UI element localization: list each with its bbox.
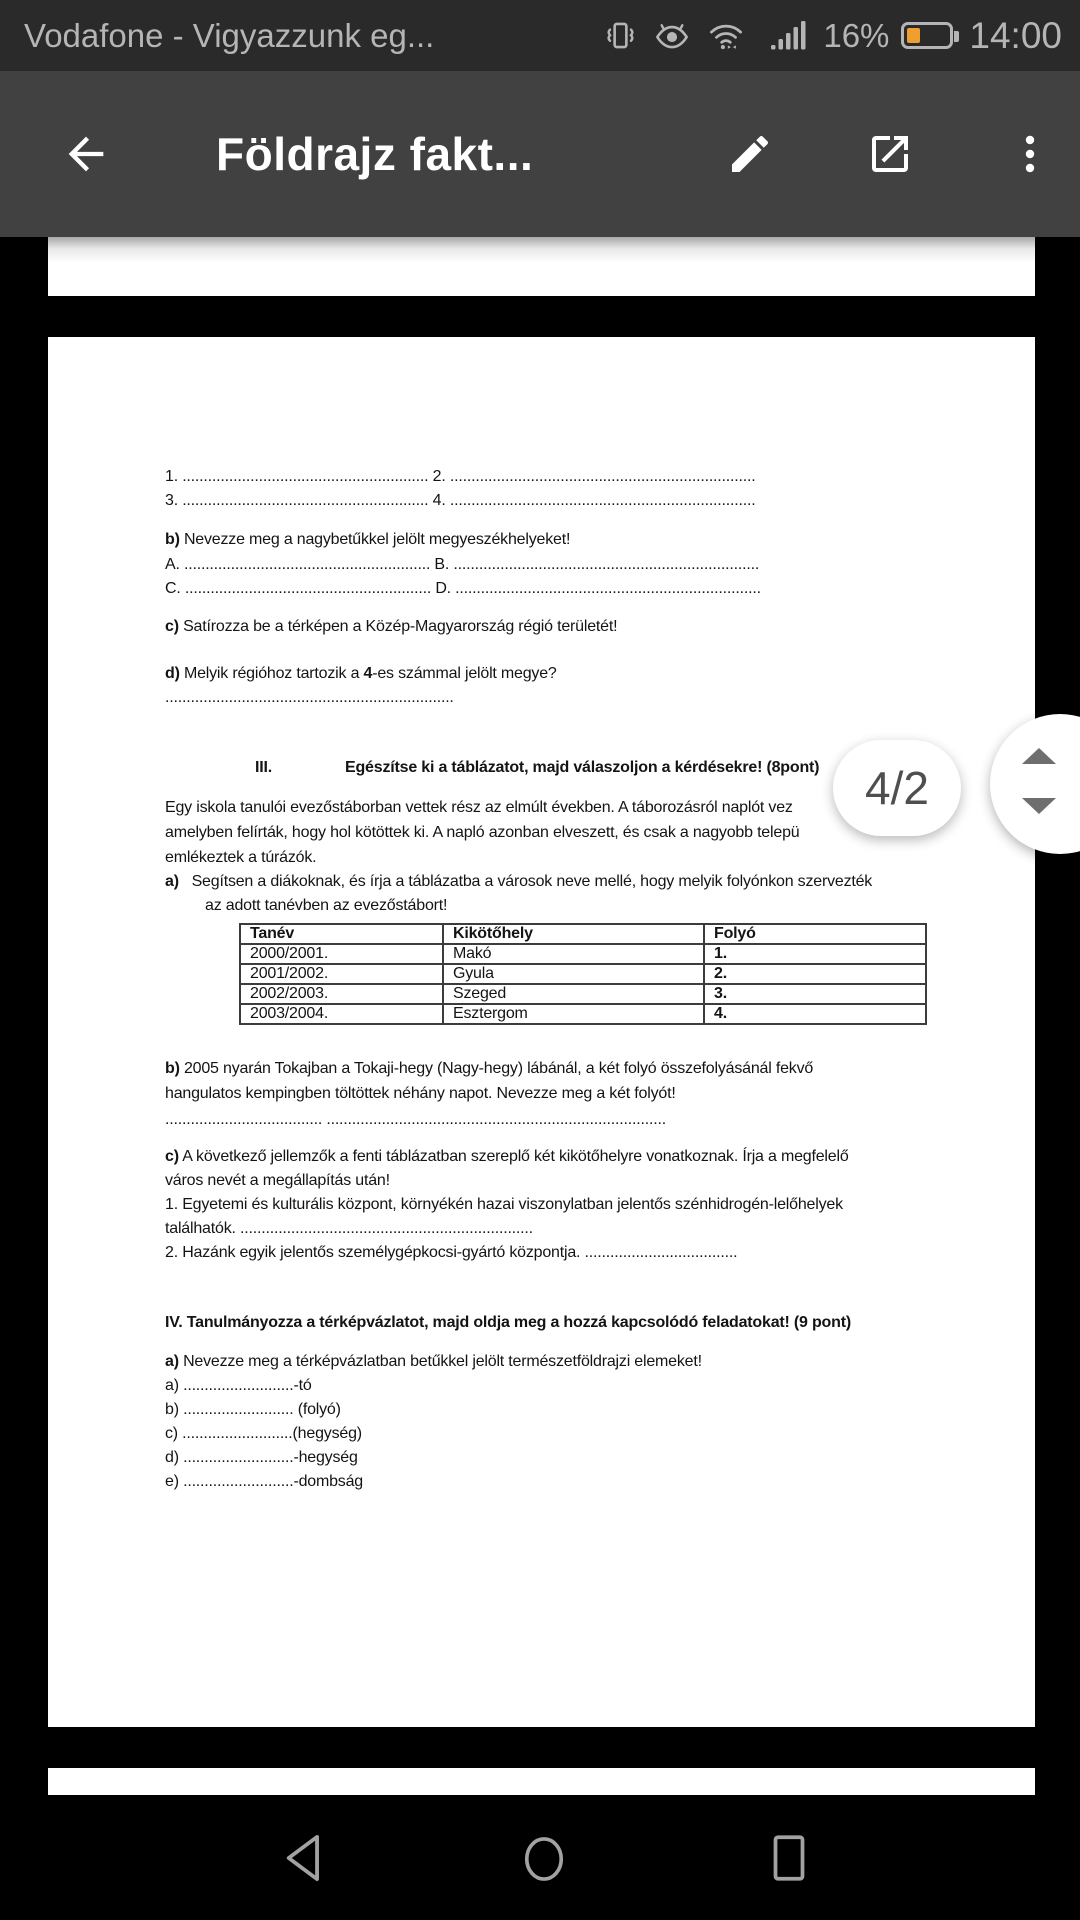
edit-pencil-icon[interactable] xyxy=(726,130,774,178)
table-cell: 2001/2002. xyxy=(240,964,443,984)
table-cell: Esztergom xyxy=(443,1004,704,1024)
task-iv-list-item-b: b) .......................... (folyó) xyxy=(165,1401,341,1418)
section-iii-paragraph-line-1: Egy iskola tanulói evezőstáborban vettek rész az elmúlt években. A táborozásról naplót vez xyxy=(165,799,793,816)
table-cell: 4. xyxy=(704,1004,926,1024)
task-iii-a: a) Segítsen a diákoknak, és írja a táblázatba a városok neve mellé, hogy melyik folyónkon szervezték az adott tanévben az evezőstábort! xyxy=(165,873,873,914)
task-iv-list-item-c: c) ..........................(hegység) xyxy=(165,1425,362,1442)
section-iv-heading: IV. Tanulmányozza a térképvázlatot, majd oldja meg a hozzá kapcsolódó feladatokat! (9 pont) xyxy=(165,1314,851,1331)
task-iii-c-item-2: 2. Hazánk egyik jelentős személygépkocsi-gyártó központja. .................................... xyxy=(165,1244,738,1261)
table-cell: 1. xyxy=(704,944,926,964)
table-cell: 3. xyxy=(704,984,926,1004)
table-cell: 2003/2004. xyxy=(240,1004,443,1024)
task-iii-c-item-1-line-1: 1. Egyetemi és kulturális központ, környékén hazai viszonylatban jelentős szénhidrogén-lelőhelyek xyxy=(165,1196,843,1213)
status-bar xyxy=(0,0,1080,71)
nav-home-icon[interactable] xyxy=(518,1831,570,1887)
navigation-bar xyxy=(0,1795,1080,1920)
battery-fill xyxy=(907,28,920,43)
table-cell: Szeged xyxy=(443,984,704,1004)
back-arrow-icon[interactable] xyxy=(60,128,112,180)
question-c: c) Satírozza be a térképen a Közép-Magyarország régió területét! xyxy=(165,618,618,635)
nav-back-icon[interactable] xyxy=(281,1831,327,1885)
section-iii-paragraph-line-3: emlékeztek a túrázók. xyxy=(165,849,317,866)
battery-percent-text: 16% xyxy=(823,16,890,54)
task-iv-a: a) Nevezze meg a térképvázlatban betűkkel jelölt természetföldrajzi elemeket! xyxy=(165,1353,702,1370)
page-content xyxy=(48,337,1035,1494)
task-iii-b-line-2: hangulatos kempingben töltöttek néhány napot. Nevezze meg a két folyót! xyxy=(165,1085,676,1102)
nav-recents-icon[interactable] xyxy=(766,1831,812,1885)
table-cell: Makó xyxy=(443,944,704,964)
app-bar xyxy=(0,71,1080,237)
table-cell: 2000/2001. xyxy=(240,944,443,964)
table-header-cell: Tanév xyxy=(240,924,443,944)
table-cell: 2. xyxy=(704,964,926,984)
table-row xyxy=(240,984,926,1004)
task-iii-c-item-1-line-2: találhatók. ..................................................................... xyxy=(165,1220,533,1237)
table-cell: Gyula xyxy=(443,964,704,984)
wifi-icon xyxy=(705,17,747,54)
table-body xyxy=(240,944,926,1024)
question-b: b) Nevezze meg a nagybetűkkel jelölt megyeszékhelyeket! xyxy=(165,531,571,548)
page-indicator: 4/2 xyxy=(833,740,961,836)
question-d: d) Melyik régióhoz tartozik a 4-es számmal jelölt megye? xyxy=(165,665,557,682)
document-page xyxy=(48,337,1035,1727)
table-row xyxy=(240,944,926,964)
overflow-menu-icon[interactable] xyxy=(1006,130,1054,178)
table-row xyxy=(240,964,926,984)
document-title: Földrajz fakt... xyxy=(216,128,534,180)
question-d-answer-dots: .................................................................... xyxy=(165,689,454,706)
status-icons xyxy=(589,15,1062,57)
next-page-edge xyxy=(48,1768,1035,1795)
table-header-cell: Kikötőhely xyxy=(443,924,704,944)
task-iii-c-line-2: város nevét a megállapítás után! xyxy=(165,1172,390,1189)
previous-page-edge xyxy=(48,237,1035,296)
carrier-text: Vodafone - Vigyazzunk eg... xyxy=(24,16,435,54)
clock-text: 14:00 xyxy=(969,14,1062,56)
task-iv-list-item-a: a) ..........................-tó xyxy=(165,1377,312,1394)
blank-line-1-2: 1. .......................................................... 2. ........................................................................ xyxy=(165,468,756,485)
section-iii-heading: III. Egészítse ki a táblázatot, majd válaszoljon a kérdésekre! (8pont) xyxy=(255,759,820,776)
section-iii-paragraph-line-2: amelyben felírták, hogy hol kötöttek ki. A napló azonban elveszett, és csak a nagyobb telepü xyxy=(165,824,800,841)
task-iii-b-answer-dots: ..................................... ................................................................................ xyxy=(165,1111,666,1128)
scroll-down-icon[interactable] xyxy=(1022,798,1056,814)
task-iii-b-line-1: b) 2005 nyarán Tokajban a Tokaji-hegy (Nagy-hegy) lábánál, a két folyó összefolyásánál fekvő xyxy=(165,1060,814,1077)
task-iv-list-item-d: d) ..........................-hegység xyxy=(165,1449,358,1466)
blank-line-3-4: 3. .......................................................... 4. ........................................................................ xyxy=(165,492,756,509)
vibrate-icon xyxy=(602,17,639,54)
battery-icon xyxy=(901,22,953,49)
table-cell: 2002/2003. xyxy=(240,984,443,1004)
task-iii-c-line-1: c) A következő jellemzők a fenti táblázatban szereplő két kikötőhelyre vonatkoznak. Írja a megfelelő xyxy=(165,1148,849,1165)
table-header-cell: Folyó xyxy=(704,924,926,944)
task-iv-list-item-e: e) ..........................-dombság xyxy=(165,1473,363,1490)
blank-line-c-d: C. .......................................................... D. ........................................................................ xyxy=(165,580,761,597)
table-header-row xyxy=(240,924,926,944)
eye-comfort-icon xyxy=(652,17,692,54)
table-row xyxy=(240,1004,926,1024)
scroll-up-icon[interactable] xyxy=(1022,748,1056,764)
app-bar-actions xyxy=(634,130,1080,178)
rivers-table xyxy=(239,923,927,1025)
signal-strength-icon xyxy=(769,18,809,54)
open-in-new-icon[interactable] xyxy=(866,130,914,178)
blank-line-a-b: A. .......................................................... B. ........................................................................ xyxy=(165,556,760,573)
